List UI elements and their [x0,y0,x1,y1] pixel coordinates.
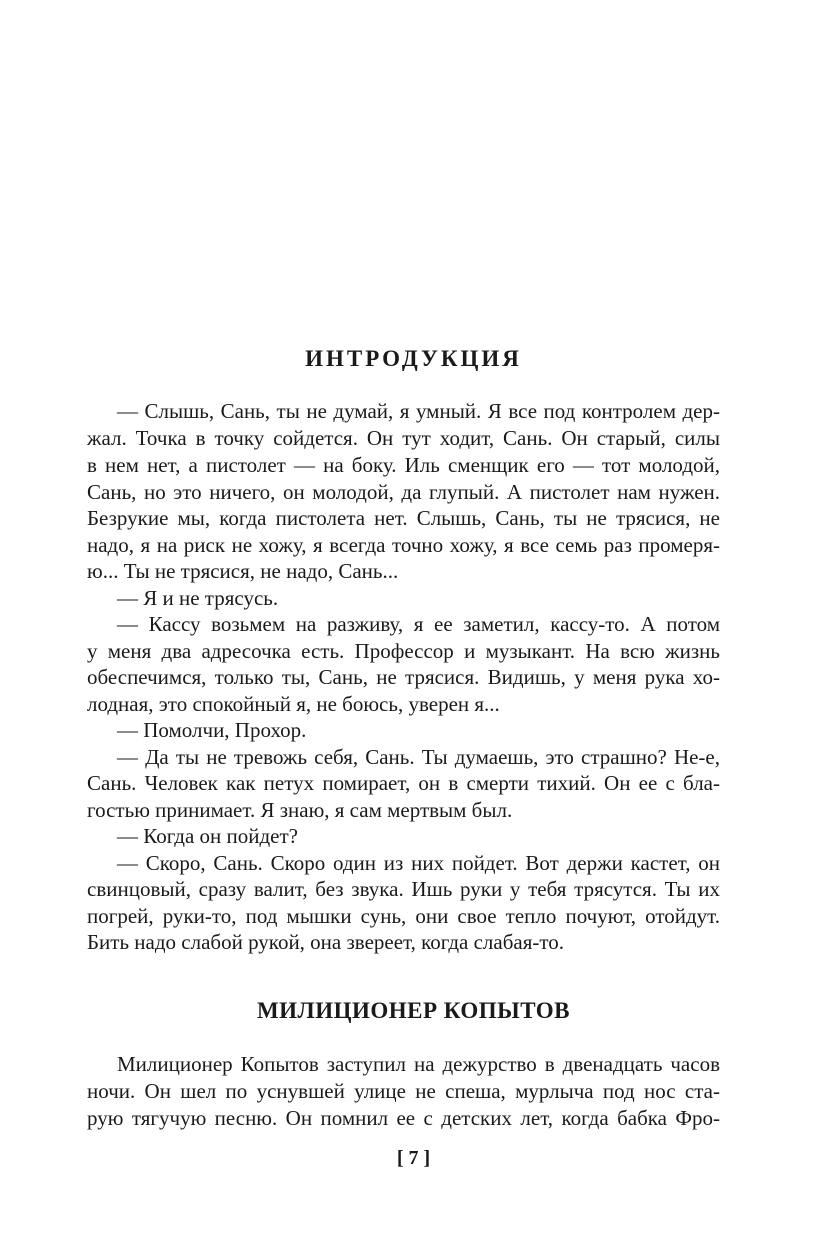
text-line: Сань, но это ничего, он молодой, да глупый. А пистолет нам нужен. [87,480,720,504]
text-line: надо, я на риск не хожу, я всегда точно хожу, я все семь раз промеря- [87,533,720,557]
text-line: свинцовый, сразу валит, без звука. Ишь руки у тебя трясутся. Ты их [87,877,720,901]
chapter-title-introduction: ИНТРОДУКЦИЯ [305,346,522,371]
text-line: у меня два адресочка есть. Профессор и музыкант. На всю жизнь [87,639,720,663]
text-line: лодная, это спокойный я, не боюсь, уверен я... [87,692,500,716]
text-line: ю... Ты не трясися, не надо, Сань... [87,559,399,583]
text-line: в нем нет, а пистолет — на боку. Иль сменщик его — тот молодой, [87,453,720,477]
text-line: — Когда он пойдет? [117,824,299,848]
text-line: Милиционер Копытов заступил на дежурство в двенадцать часов [117,1052,720,1076]
text-line: обеспечимся, только ты, Сань, не трясися. Видишь, у меня рука хо- [87,665,720,689]
text-line: Сань. Человек как петух помирает, он в смерти тихий. Он ее с бла- [87,771,720,795]
text-line: жал. Точка в точку сойдется. Он тут ходит, Сань. Он старый, силы [87,426,720,450]
text-line: гостью принимает. Я знаю, я сам мертвым был. [87,798,513,822]
text-line: рую тягучую песню. Он помнил ее с детских лет, когда бабка Фро- [87,1106,720,1130]
text-line: — Слышь, Сань, ты не думай, я умный. Я все под контролем дер- [117,399,720,423]
page-number: [ 7 ] [396,1147,431,1169]
text-line: — Помолчи, Прохор. [117,718,307,742]
chapter-title-militsioner-kopytov: МИЛИЦИОНЕР КОПЫТОВ [256,998,571,1023]
text-line: — Скоро, Сань. Скоро один из них пойдет. Вот держи кастет, он [117,851,720,875]
text-line: Безрукие мы, когда пистолета нет. Слышь, Сань, ты не трясися, не [87,506,720,530]
text-line: Бить надо слабой рукой, она звереет, когда слабая-то. [87,930,565,954]
text-line: — Кассу возьмем на разживу, я ее заметил, кассу-то. А потом [117,612,720,636]
text-line: погрей, руки-то, под мышки сунь, они свое тепло почуют, отойдут. [87,904,720,928]
text-line: — Да ты не тревожь себя, Сань. Ты думаешь, это страшно? Не-е, [117,745,720,769]
text-line: ночи. Он шел по уснувшей улице не спеша, мурлыча под нос ста- [87,1079,720,1103]
text-line: — Я и не трясусь. [117,586,279,610]
